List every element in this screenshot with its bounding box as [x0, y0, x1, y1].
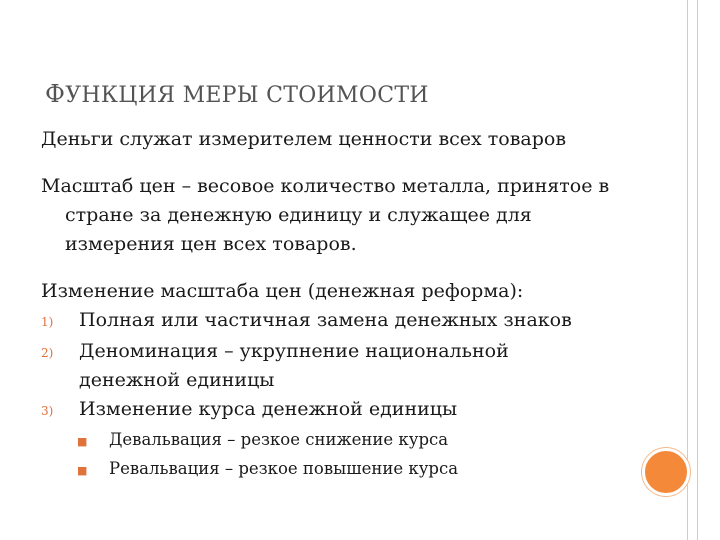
paragraph-money-measure: Деньги служат измерителем ценности всех товаров — [41, 128, 567, 150]
sub-bullet-list — [77, 426, 641, 484]
list-item-text: Деноминация – укрупнение национальной денежной единицы — [79, 340, 509, 391]
sub-bullet-item — [77, 426, 641, 455]
paragraph-price-scale-line2: стране за денежную единицу и служащее для — [65, 204, 532, 226]
list-number: 2) — [41, 346, 54, 360]
list-item-2 — [41, 337, 641, 395]
paragraph-reform: Изменение масштаба цен (денежная реформа): — [41, 280, 524, 302]
paragraph-price-scale-line3: измерения цен всех товаров. — [65, 233, 357, 255]
sub-bullet-text: Девальвация – резкое снижение курса — [109, 430, 449, 449]
list-number: 3) — [41, 404, 54, 418]
list-item-3 — [41, 395, 641, 426]
list-number: 1) — [41, 315, 54, 329]
slide-content — [41, 125, 641, 484]
list-item-text: Полная или частичная замена денежных знаков — [79, 309, 572, 331]
paragraph-price-scale — [41, 172, 641, 259]
bullet-icon: ■ — [77, 435, 88, 448]
bullet-icon: ■ — [77, 464, 88, 477]
sub-bullet-text: Ревальвация – резкое повышение курса — [109, 459, 459, 478]
sub-bullet-item — [77, 455, 641, 484]
orange-circle-decoration — [642, 448, 690, 496]
slide-title: ФУНКЦИЯ МЕРЫ СТОИМОСТИ — [45, 80, 429, 108]
slide-border-line-left — [687, 0, 688, 540]
list-item-1 — [41, 306, 641, 337]
slide-border-line-right — [697, 0, 698, 540]
list-item-text: Изменение курса денежной единицы — [79, 398, 458, 420]
paragraph-price-scale-line1: Масштаб цен – весовое количество металла, принятое в — [41, 175, 610, 197]
